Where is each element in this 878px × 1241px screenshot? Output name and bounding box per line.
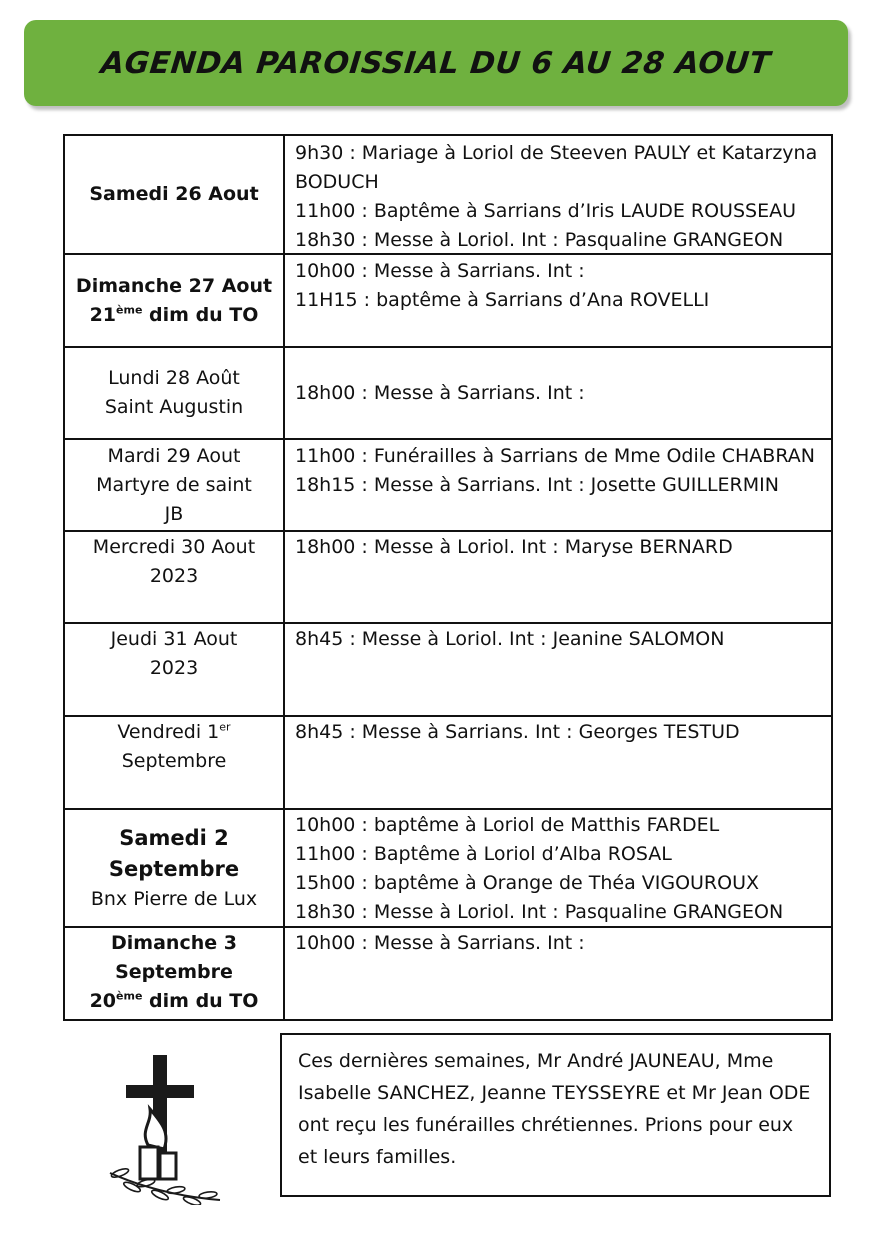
event-item: 11h00 : Baptême à Loriol d’Alba ROSAL	[295, 843, 672, 865]
event-item: 10h00 : Messe à Sarrians. Int :	[295, 932, 585, 954]
event-item: 18h30 : Messe à Loriol. Int : Pasqualine GRANGEON	[295, 901, 784, 923]
agenda-row	[65, 624, 831, 717]
title-banner	[24, 20, 848, 106]
day-cell	[65, 717, 285, 808]
day-cell	[65, 348, 285, 438]
day-label: Jeudi 31 Aout	[110, 628, 238, 650]
day-cell	[65, 624, 285, 715]
day-label: Vendredi 1er	[117, 720, 231, 743]
events-cell	[285, 810, 831, 926]
events-cell	[285, 928, 831, 1019]
event-item: 9h30 : Mariage à Loriol de Steeven PAULY et Katarzyna BODUCH	[295, 142, 818, 193]
event-item: 10h00 : baptême à Loriol de Matthis FARDEL	[295, 814, 720, 836]
liturgical-sunday: 20ème dim du TO	[89, 989, 259, 1012]
day-cell	[65, 440, 285, 530]
year-label: 2023	[149, 565, 199, 587]
agenda-table	[63, 134, 833, 1021]
day-cell	[65, 255, 285, 346]
events-cell	[285, 440, 831, 530]
year-label: 2023	[149, 657, 199, 679]
day-cell	[65, 810, 285, 926]
agenda-row	[65, 255, 831, 348]
events-cell	[285, 348, 831, 438]
event-item: 11h00 : Baptême à Sarrians d’Iris LAUDE ROUSSEAU	[295, 200, 796, 222]
day-label: Mercredi 30 Aout	[92, 536, 256, 558]
page-title: AGENDA PAROISSIAL DU 6 AU 28 AOUT	[99, 45, 773, 81]
day-cell	[65, 928, 285, 1019]
event-item: 15h00 : baptême à Orange de Théa VIGOUROUX	[295, 872, 760, 894]
saint-label: Bnx Pierre de Lux	[90, 887, 258, 910]
event-item: 11h00 : Funérailles à Sarrians de Mme Odile CHABRAN	[295, 445, 815, 467]
event-item: 18h00 : Messe à Loriol. Int : Maryse BERNARD	[295, 536, 733, 558]
events-cell	[285, 717, 831, 808]
month-label: Septembre	[121, 750, 227, 772]
saint-label: JB	[164, 502, 184, 525]
day-cell	[65, 136, 285, 253]
event-item: 8h45 : Messe à Sarrians. Int : Georges TESTUD	[295, 721, 740, 743]
agenda-row	[65, 810, 831, 928]
agenda-row	[65, 532, 831, 624]
liturgical-sunday: 21ème dim du TO	[89, 303, 259, 326]
day-label: Dimanche 3	[111, 932, 237, 954]
saint-label: Saint Augustin	[104, 396, 244, 418]
day-cell	[65, 532, 285, 622]
saint-label: Martyre de saint	[96, 473, 252, 496]
event-item: 8h45 : Messe à Loriol. Int : Jeanine SALOMON	[295, 628, 725, 650]
day-label: Lundi 28 Août	[108, 367, 240, 389]
cross-candle-icon	[80, 1035, 250, 1205]
event-item: 18h15 : Messe à Sarrians. Int : Josette GUILLERMIN	[295, 474, 779, 496]
agenda-row	[65, 928, 831, 1019]
events-cell	[285, 255, 831, 346]
event-item: 18h00 : Messe à Sarrians. Int :	[295, 381, 585, 404]
event-item: 18h30 : Messe à Loriol. Int : Pasqualine GRANGEON	[295, 229, 784, 251]
day-label: Samedi 26 Aout	[89, 183, 259, 205]
month-label: Septembre	[108, 856, 240, 881]
month-label: Septembre	[115, 961, 233, 983]
agenda-row	[65, 136, 831, 255]
events-cell	[285, 532, 831, 622]
agenda-row	[65, 717, 831, 810]
event-item: 11H15 : baptême à Sarrians d’Ana ROVELLI	[295, 289, 710, 311]
day-label: Dimanche 27 Aout	[75, 274, 273, 297]
event-item: 10h00 : Messe à Sarrians. Int :	[295, 260, 585, 282]
events-cell	[285, 136, 831, 253]
agenda-row	[65, 440, 831, 532]
day-label: Samedi 2	[119, 825, 229, 850]
day-label: Mardi 29 Aout	[107, 444, 241, 467]
agenda-row	[65, 348, 831, 440]
events-cell	[285, 624, 831, 715]
funerals-note: Ces dernières semaines, Mr André JAUNEAU, Mme Isabelle SANCHEZ, Jeanne TEYSSEYRE et Mr Jean ODE ont reçu les funérailles chrétiennes. Prions pour eux et leurs familles.	[280, 1033, 831, 1197]
